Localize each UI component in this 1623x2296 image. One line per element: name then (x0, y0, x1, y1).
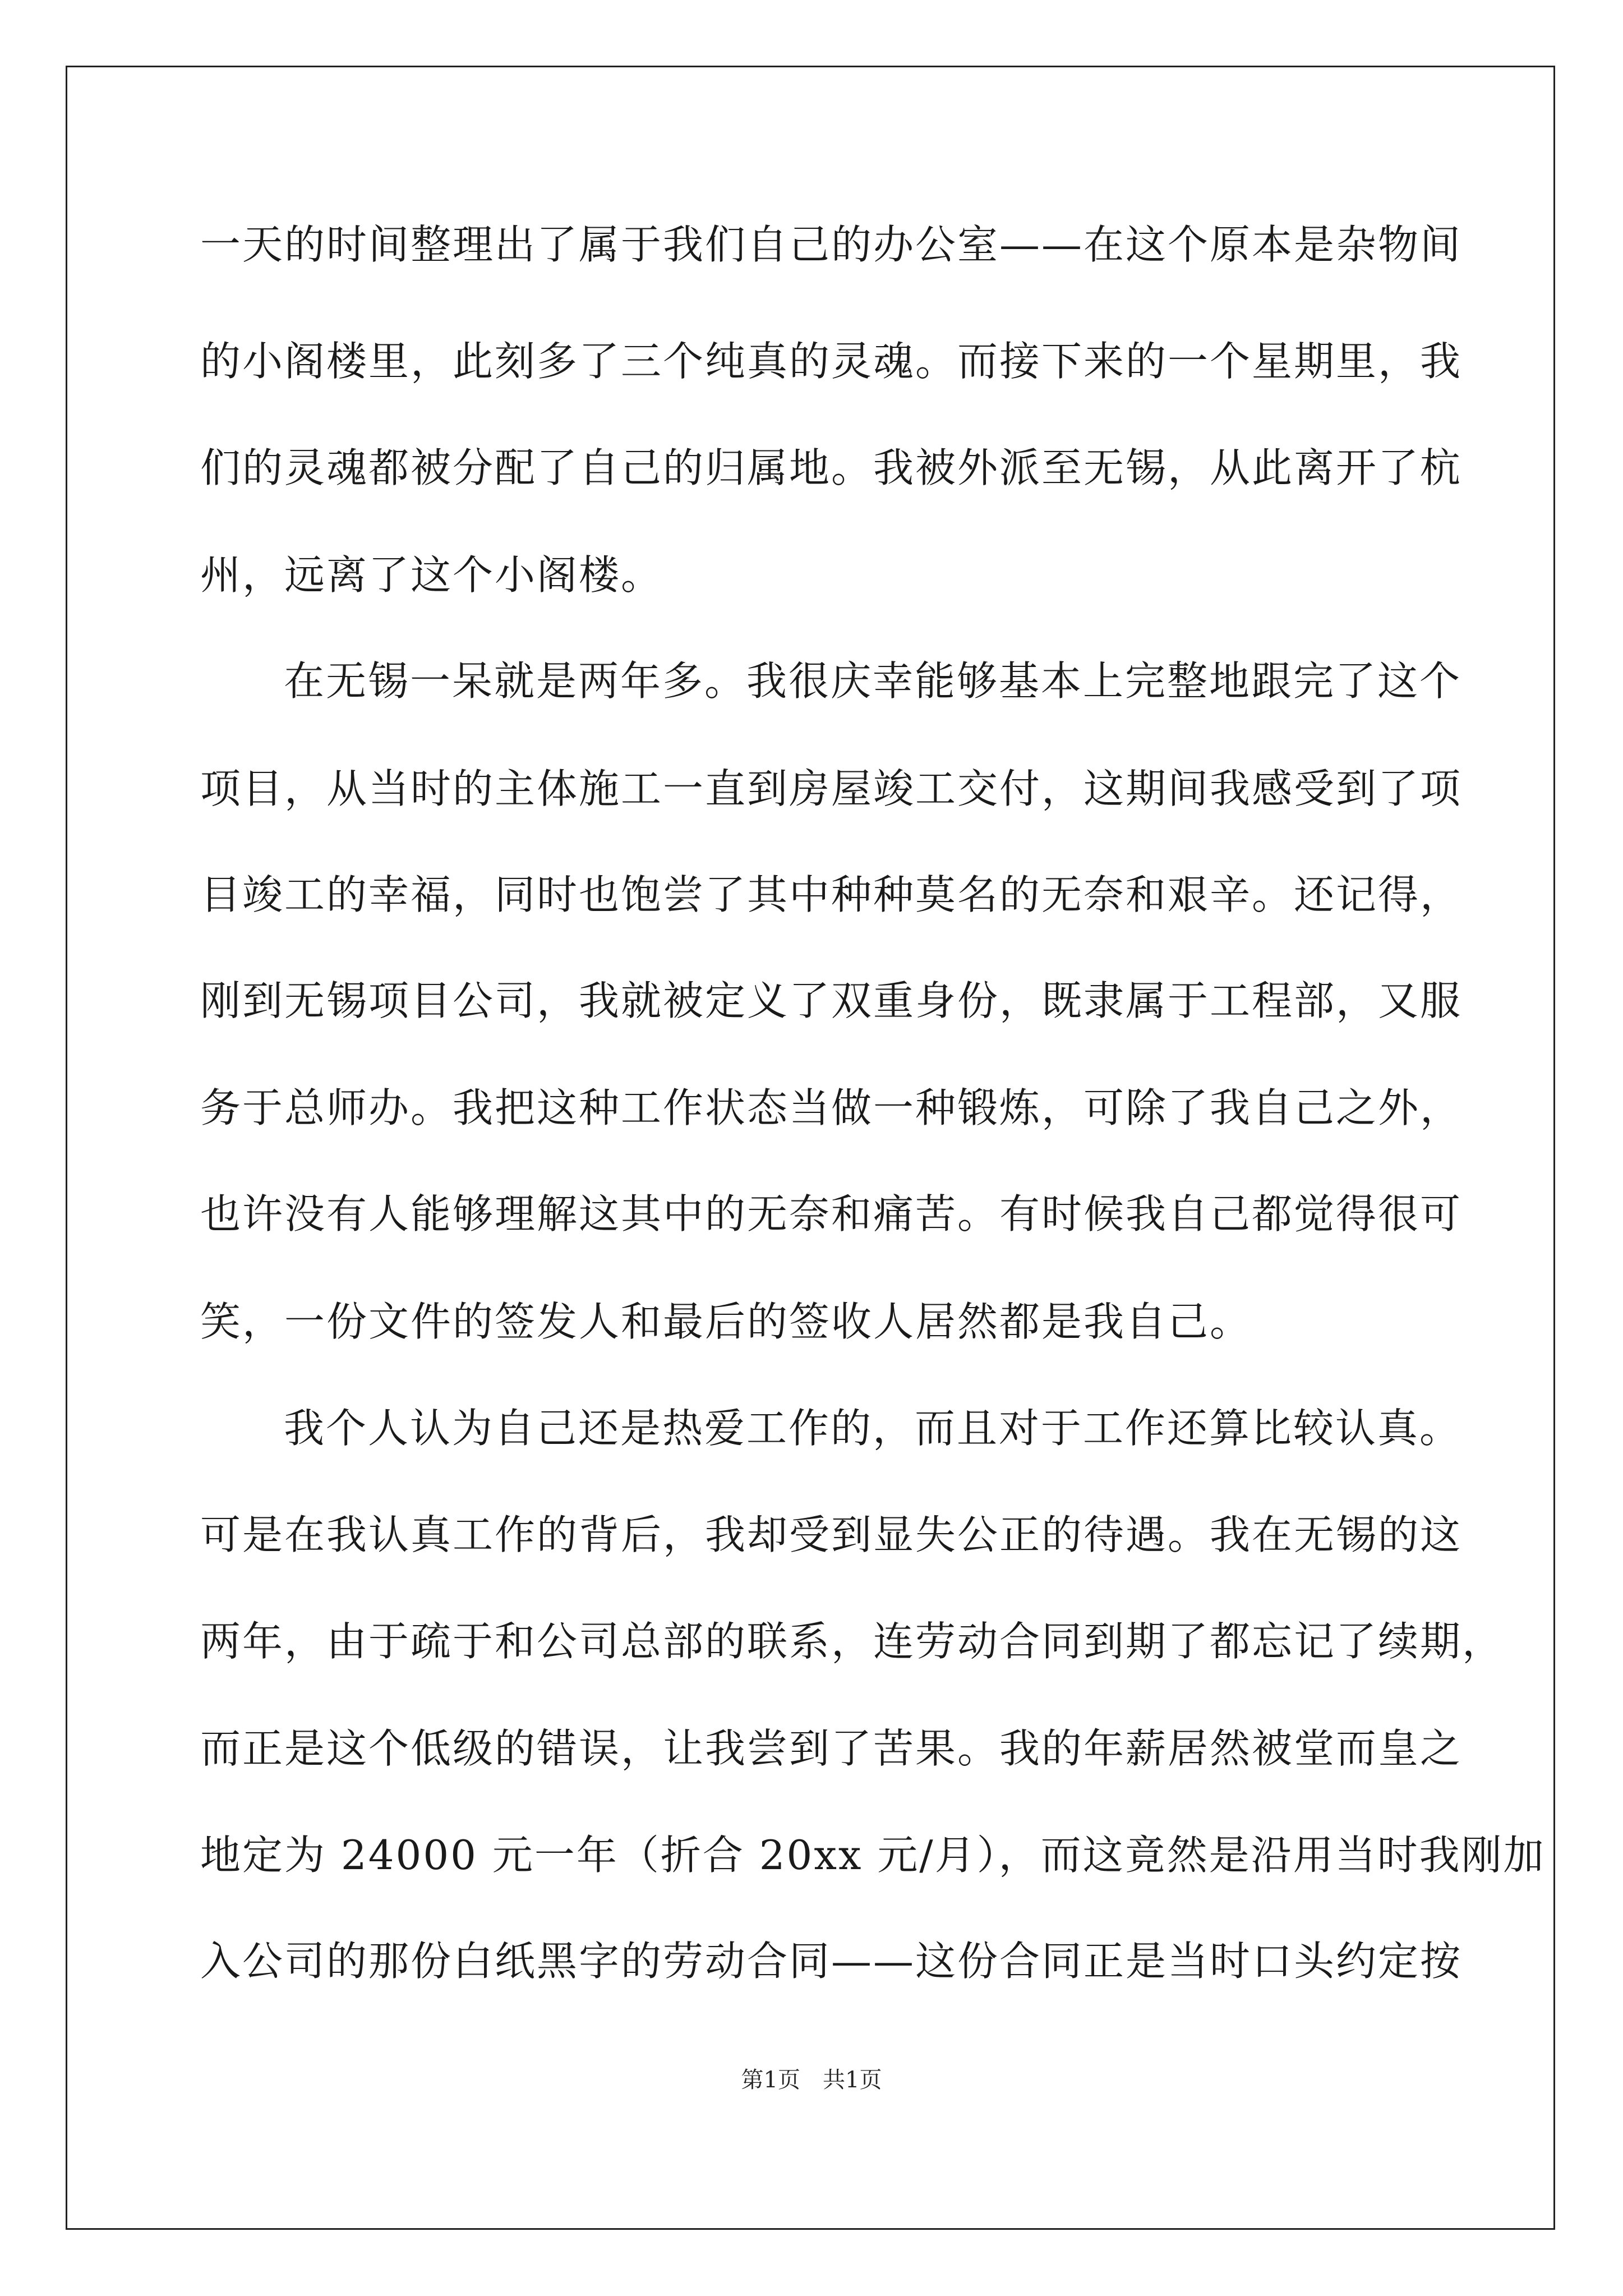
text-line-6: 项目，从当时的主体施工一直到房屋竣工交付，这期间我感受到了项 (200, 765, 1463, 812)
text-line-14: 两年，由于疏于和公司总部的联系，连劳动合同到期了都忘记了续期， (200, 1618, 1505, 1665)
text-line-15: 而正是这个低级的错误，让我尝到了苦果。我的年薪居然被堂而皇之 (200, 1725, 1463, 1772)
text-line-17: 入公司的那份白纸黑字的劳动合同——这份合同正是当时口头约定按 (200, 1938, 1463, 1985)
page-border (66, 66, 1555, 2230)
text-line-4: 州，远离了这个小阁楼。 (200, 551, 663, 599)
page-footer: 第1页 共1页 (741, 2067, 882, 2093)
text-line-5: 在无锡一呆就是两年多。我很庆幸能够基本上完整地跟完了这个 (284, 657, 1462, 705)
text-line-13: 可是在我认真工作的背后，我却受到显失公正的待遇。我在无锡的这 (200, 1511, 1463, 1558)
text-line-7: 目竣工的幸福，同时也饱尝了其中种种莫名的无奈和艰辛。还记得， (200, 871, 1463, 918)
text-line-2: 的小阁楼里，此刻多了三个纯真的灵魂。而接下来的一个星期里，我 (200, 338, 1463, 385)
text-line-8: 刚到无锡项目公司，我就被定义了双重身份，既隶属于工程部，又服 (200, 977, 1463, 1024)
text-line-3: 们的灵魂都被分配了自己的归属地。我被外派至无锡，从此离开了杭 (200, 444, 1463, 491)
text-line-1: 一天的时间整理出了属于我们自己的办公室——在这个原本是杂物间 (200, 221, 1463, 268)
text-line-10: 也许没有人能够理解这其中的无奈和痛苦。有时候我自己都觉得很可 (200, 1190, 1463, 1237)
text-line-16: 地定为 24000 元一年（折合 20xx 元/月），而这竟然是沿用当时我刚加 (200, 1832, 1546, 1879)
text-line-12: 我个人认为自己还是热爱工作的，而且对于工作还算比较认真。 (284, 1405, 1462, 1452)
text-line-11: 笑，一份文件的签发人和最后的签收人居然都是我自己。 (200, 1298, 1252, 1345)
text-line-9: 务于总师办。我把这种工作状态当做一种锻炼，可除了我自己之外， (200, 1084, 1463, 1131)
